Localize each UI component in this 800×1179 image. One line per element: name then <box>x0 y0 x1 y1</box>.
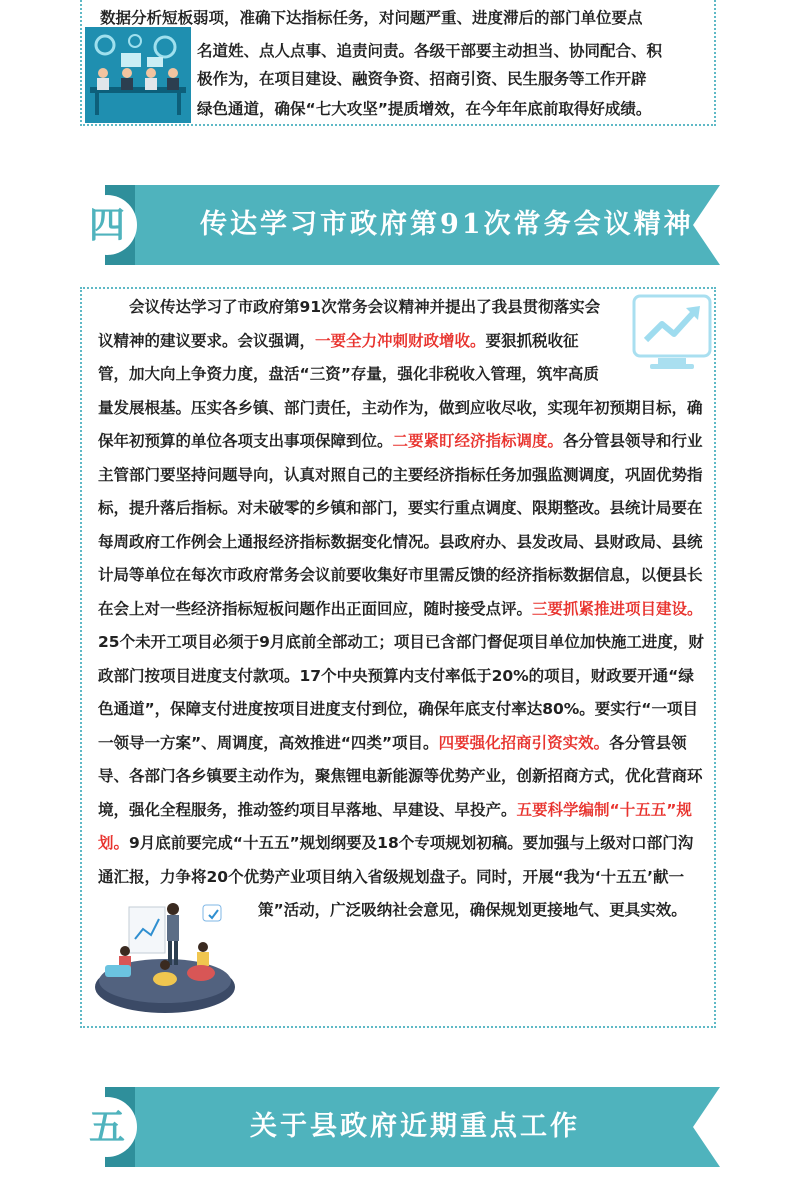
para-seg-7: 四要强化招商引资实效。 <box>438 733 610 752</box>
section-4-number: 四 <box>77 195 137 255</box>
para-seg-9: 五要科学编制“十五五”规划。 <box>98 800 692 852</box>
para-seg-0: 会议传达学习了市政府第91次常务会议精神并提出了我县贯彻落实会议精神的建议要求。会议强调， <box>98 298 601 350</box>
section3-line-4: 绿色通道，确保“七大攻坚”提质增效，在今年年底前取得好成绩。 <box>197 100 652 118</box>
meeting-float-spacer <box>98 894 258 1034</box>
section-4-title: 传达学习市政府第91次常务会议精神 <box>200 209 694 240</box>
section-4-banner <box>75 183 725 267</box>
para-seg-1: 一要全力冲刺财政增收。 <box>315 331 486 350</box>
para-seg-8: 各分管县领导、各部门各乡镇要主动作为，聚焦锂电新能源等优势产业，创新招商方式，优化营商环境，强化全程服务，推动签约项目早落地、早建设、早投产。 <box>98 733 703 819</box>
para-seg-6: 25个未开工项目必须于9月底前全部动工；项目已含部门督促项目单位加快施工进度，财政部门按项目进度支付款项。17个中央预算内支付率低于20%的项目，财政要开通“绿色通道”，保障支付进度按项目进度支付到位，确保年底支付率达80%。要实行“一项目一领导一方案”、周调度，高效推进“四类”项目。 <box>98 633 704 752</box>
section4-paragraph <box>98 291 704 1034</box>
section3-line-2: 名道姓、点人点事、追责问责。各级干部要主动担当、协同配合、积 <box>197 42 663 60</box>
para-seg-4: 各分管县领导和行业主管部门要坚持问题导向，认真对照自己的主要经济指标任务加强监测调度，巩固优势指标，提升落后指标。对未破零的乡镇和部门，要实行重点调度、限期整改。县统计局要在每周政府工作例会上通报经济指标数据变化情况。县政府办、县发改局、县财政局、县统计局等单位在每次市政府常务会议前要收集好市里需反馈的经济指标数据信息，以便县长在会上对一些经济指标短板问题作出正面回应，随时接受点评。 <box>98 432 703 618</box>
para-seg-2: 要狠抓税收征管，加大向上争资力度，盘活“三资”存量，强化非税收入管理，筑牢高质量发展根基。压实各乡镇、部门责任，主动作为，做到应收尽收，实现年初预期目标，确保年初预算的单位各项支出事项保障到位。 <box>98 331 703 450</box>
chart-float-spacer <box>604 291 704 391</box>
section3-line-1: 数据分析短板弱项，准确下达指标任务，对问题严重、进度滞后的部门单位要点 <box>100 9 643 27</box>
para-seg-3: 二要紧盯经济指标调度。 <box>392 432 564 450</box>
section-5-title: 关于县政府近期重点工作 <box>250 1111 580 1142</box>
section-5-number: 五 <box>77 1097 137 1157</box>
office-workers-illustration <box>85 27 191 123</box>
section-5-banner <box>75 1085 725 1169</box>
para-seg-5: 三要抓紧推进项目建设。 <box>532 599 703 618</box>
para-seg-10: 9月底前要完成“十五五”规划纲要及18个专项规划初稿。要加强与上级对口部门沟通汇报，力争将20个优势产业项目纳入省级规划盘子。同时，开展“我为‘十五五’献一策”活动，广泛吸纳社会意见，确保规划更接地气、更具实效。 <box>98 834 694 919</box>
section3-line-3: 极作为，在项目建设、融资争资、招商引资、民生服务等工作开辟 <box>197 70 647 88</box>
